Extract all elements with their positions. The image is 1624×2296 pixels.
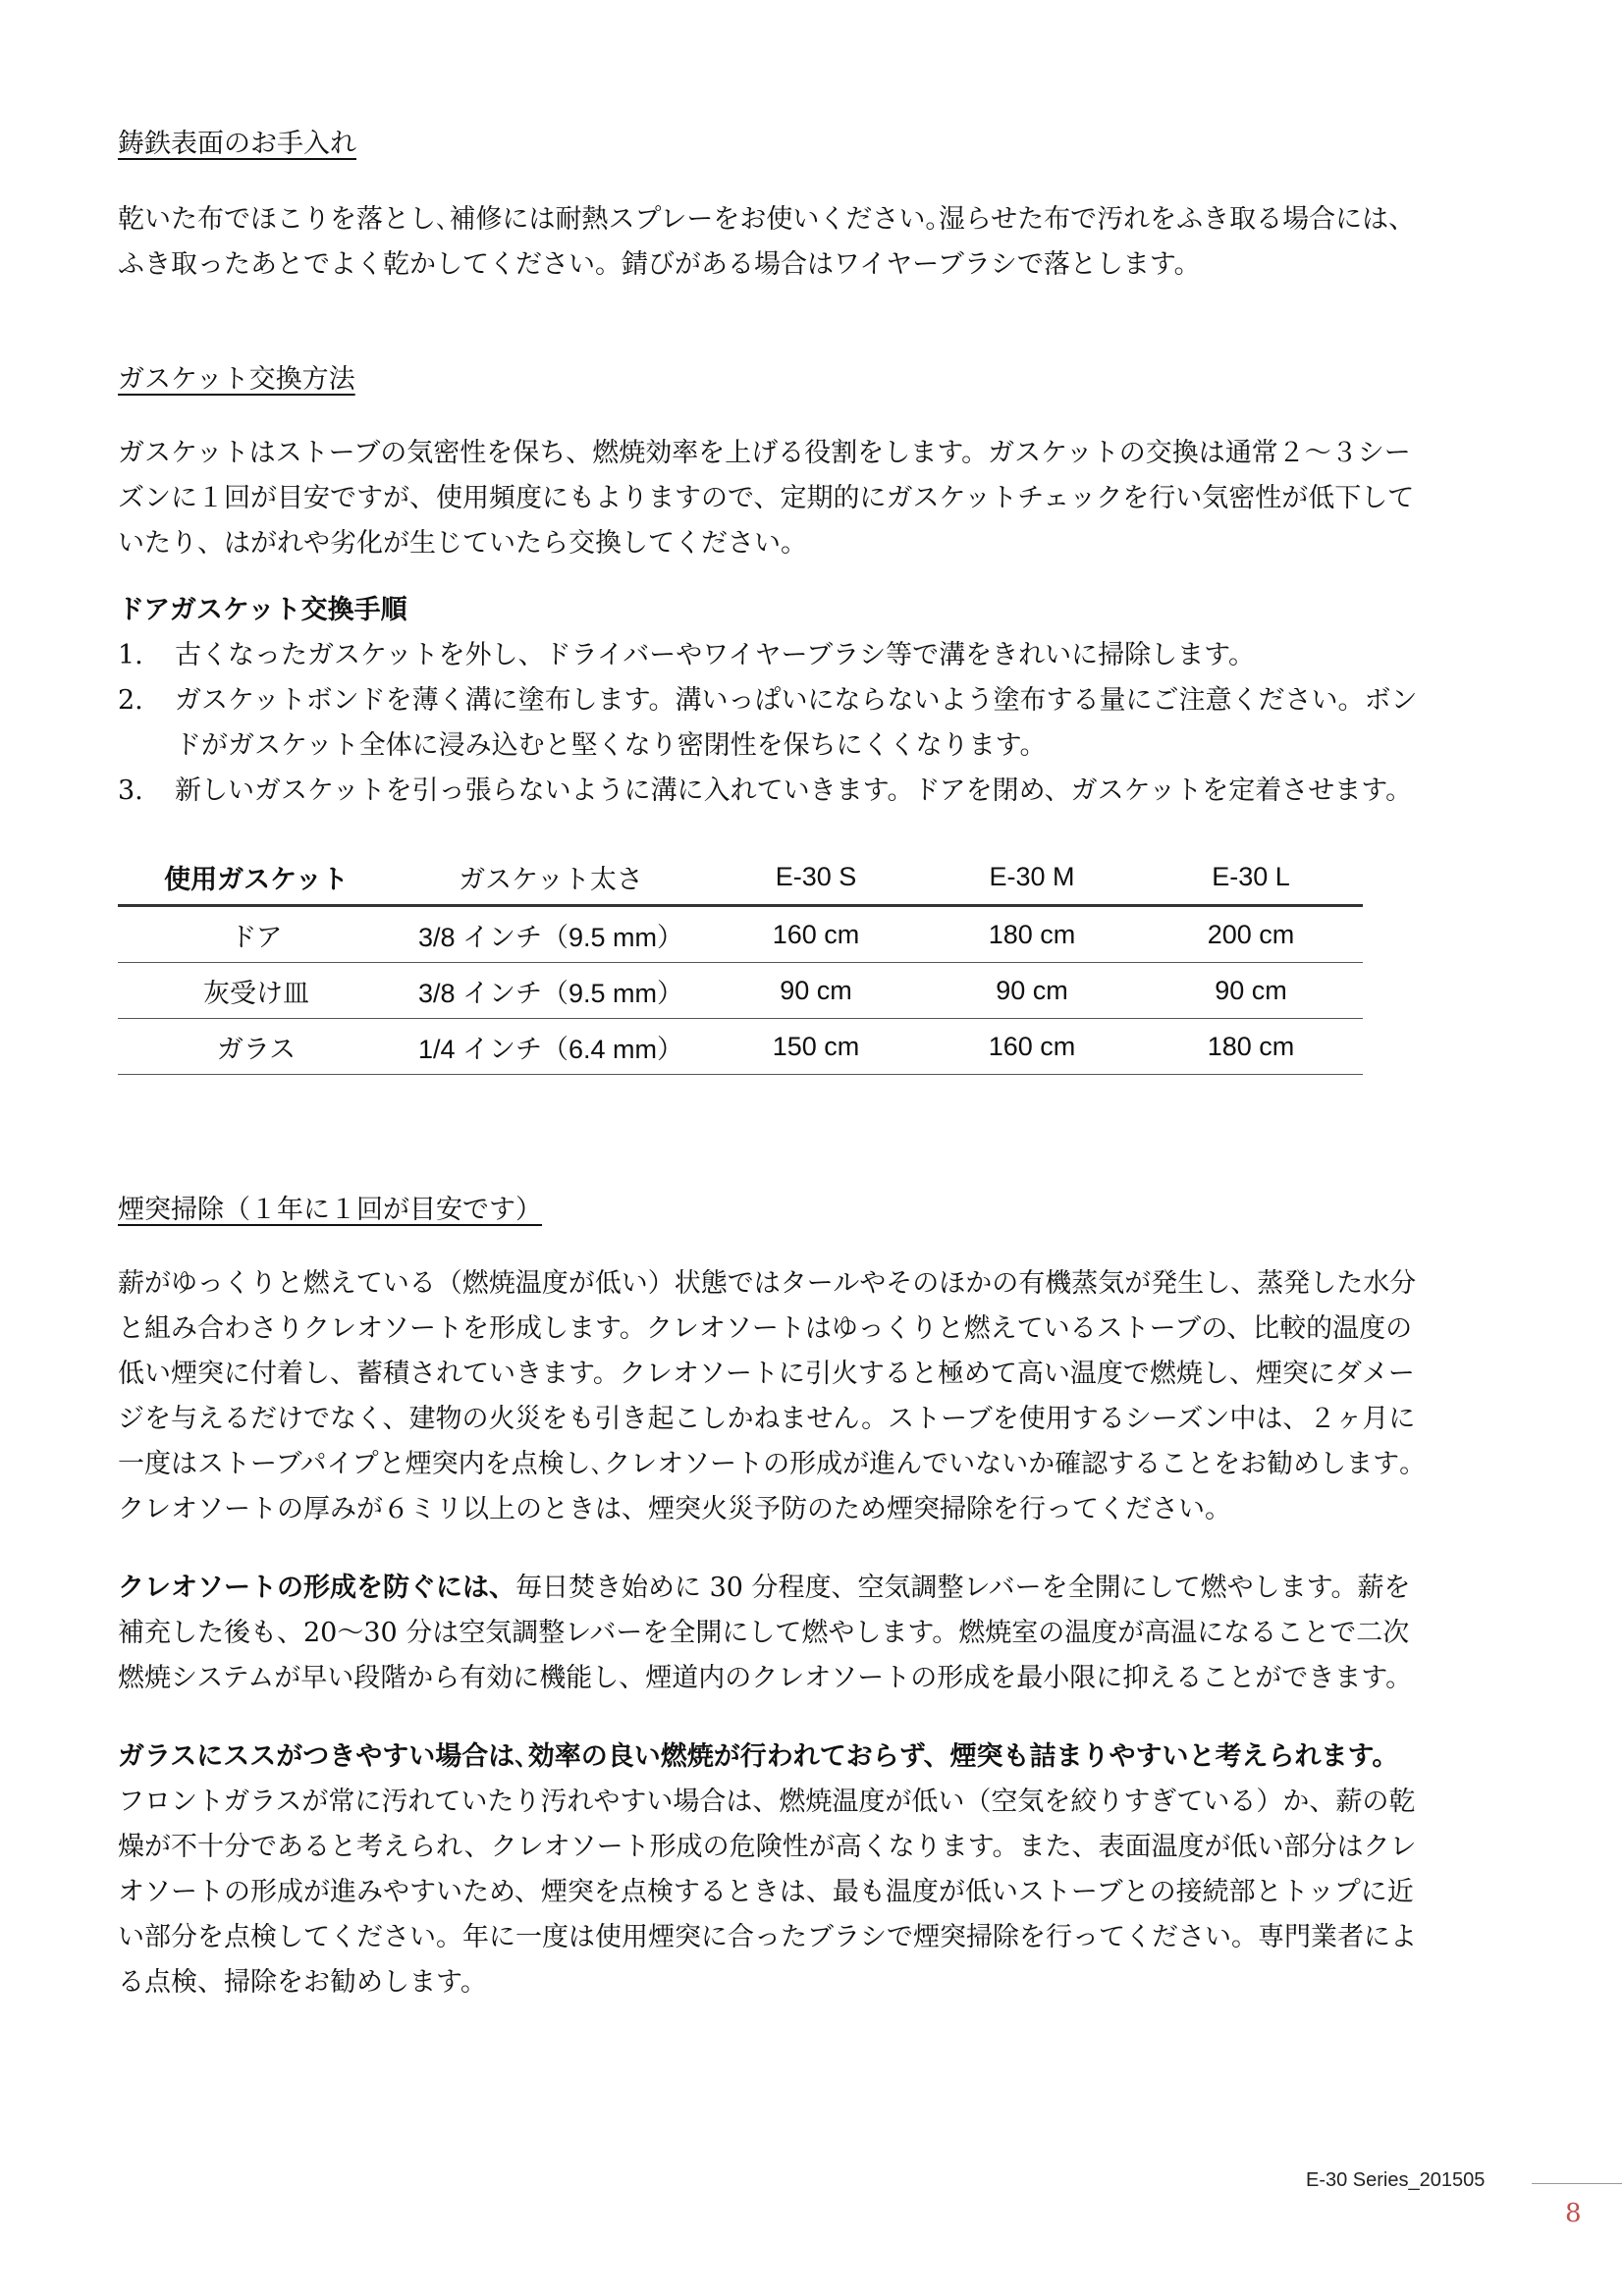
step-item	[118, 633, 1532, 678]
table-header-row	[118, 849, 1363, 906]
step-text: ドがガスケット全体に浸み込むと堅くなり密閉性を保ちにくくなります。	[175, 730, 1047, 761]
paragraph-line: ガスケットはストーブの気密性を保ち、燃焼効率を上げる役割をします。ガスケットの交換は通常２～３シー	[118, 438, 1411, 468]
paragraph-line	[118, 1566, 1532, 1611]
section-heading-chimney: 煙突掃除（１年に１回が目安です）	[118, 1195, 542, 1225]
step-text: ガスケットボンドを薄く溝に塗布します。溝いっぱいにならないよう塗布する量にご注意ください。ボン	[175, 685, 1418, 716]
table-cell: 90 cm	[1139, 963, 1363, 1019]
table-cell: 3/8 インチ（9.5 mm）	[395, 963, 707, 1019]
step-text: 古くなったガスケットを外し、ドライバーやワイヤーブラシ等で溝をきれいに掃除します。	[175, 640, 1255, 670]
paragraph-line: 薪がゆっくりと燃えている（燃焼温度が低い）状態ではタールやそのほかの有機蒸気が発生し、蒸発した水分	[118, 1268, 1417, 1299]
paragraph-line: いたり、はがれや劣化が生じていたら交換してください。	[118, 528, 807, 559]
chimney-paragraph-2	[118, 1566, 1532, 1701]
paragraph-text: 毎日焚き始めに	[515, 1573, 710, 1603]
page-number: 8	[1565, 2199, 1582, 2228]
paragraph-line: 低い煙突に付着し、蓄積されていきます。クレオソートに引火すると極めて高い温度で燃焼し、煙突にダメー	[118, 1359, 1415, 1389]
paragraph-line: い部分を点検してください。年に一度は使用煙突に合ったブラシで煙突掃除を行ってください。専門業者によ	[118, 1922, 1417, 1952]
table-row	[118, 1019, 1363, 1075]
table-row	[118, 963, 1363, 1019]
table-row	[118, 906, 1363, 963]
page-content	[118, 118, 1532, 2005]
table-header: ガスケット太さ	[395, 849, 707, 906]
footer-series-label: E-30 Series_201505	[1306, 2169, 1486, 2191]
table-cell: 90 cm	[707, 963, 925, 1019]
number-text: 30	[709, 1573, 743, 1603]
table-header: E-30 M	[925, 849, 1139, 906]
step-text: 新しいガスケットを引っ張らないように溝に入れていきます。ドアを閉め、ガスケットを定着させます。	[175, 775, 1413, 806]
paragraph-line: 燥が不十分であると考えられ、クレオソート形成の危険性が高くなります。また、表面温度が低い部分はクレ	[118, 1832, 1417, 1862]
paragraph-line: 乾いた布でほこりを落とし､補修には耐熱スプレーをお使いください｡湿らせた布で汚れをふき取る場合には、	[118, 204, 1416, 235]
step-number: 2.	[118, 685, 143, 716]
paragraph-line: る点検、掃除をお勧めします。	[118, 1967, 487, 1998]
section-heading-gasket: ガスケット交換方法	[118, 364, 355, 395]
paragraph-text: 分程度、空気調整レバーを全開にして燃やします。薪を	[742, 1573, 1411, 1603]
table-cell: 180 cm	[925, 906, 1139, 963]
paragraph-text: 補充した後も、	[118, 1618, 303, 1648]
cast-iron-paragraph	[118, 197, 1532, 288]
paragraph-line: と組み合わさりクレオソートを形成します。クレオソートはゆっくりと燃えているストーブの、比較的温度の	[118, 1313, 1413, 1344]
paragraph-text: 分は空気調整レバーを全開にして燃やします。燃焼室の温度が高温になることで二次	[397, 1618, 1410, 1648]
paragraph-line: ズンに１回が目安ですが、使用頻度にもよりますので、定期的にガスケットチェックを行い気密性が低下して	[118, 483, 1415, 513]
paragraph-line: オソートの形成が進みやすいため、煙突を点検するときは、最も温度が低いストーブとの接続部とトップに近	[118, 1877, 1414, 1907]
step-number: 1.	[118, 640, 143, 670]
step-number: 3.	[118, 775, 143, 806]
table-cell: ドア	[118, 906, 395, 963]
paragraph-line: 燃焼システムが早い段階から有効に機能し、煙道内のクレオソートの形成を最小限に抑えることができます。	[118, 1663, 1413, 1693]
paragraph-line: クレオソートの厚みが６ミリ以上のときは、煙突火災予防のため煙突掃除を行ってください。	[118, 1494, 1231, 1524]
paragraph-line: ジを与えるだけでなく、建物の火災をも引き起こしかねません。ストーブを使用するシーズン中は、２ヶ月に	[118, 1404, 1416, 1434]
table-cell: 1/4 インチ（6.4 mm）	[395, 1019, 707, 1075]
table-header: 使用ガスケット	[118, 849, 395, 906]
door-gasket-title: ドアガスケット交換手順	[118, 595, 407, 625]
paragraph-line: 一度はストーブパイプと煙突内を点検し､クレオソートの形成が進んでいないか確認することをお勧めします｡	[118, 1449, 1413, 1479]
gasket-size-table	[118, 849, 1363, 1075]
table-cell: 160 cm	[707, 906, 925, 963]
step-item	[118, 678, 1532, 769]
section-heading-cast-iron: 鋳鉄表面のお手入れ	[118, 129, 356, 159]
chimney-paragraph-3	[118, 1735, 1532, 2005]
table-header: E-30 L	[1139, 849, 1363, 906]
table-header: E-30 S	[707, 849, 925, 906]
emphasis-text: クレオソートの形成を防ぐには、	[118, 1573, 515, 1603]
table-cell: 160 cm	[925, 1019, 1139, 1075]
table-cell: 3/8 インチ（9.5 mm）	[395, 906, 707, 963]
footer-divider	[1532, 2183, 1622, 2184]
table-cell: 180 cm	[1139, 1019, 1363, 1075]
paragraph-line	[118, 1611, 1532, 1656]
chimney-paragraph-1	[118, 1261, 1532, 1532]
table-cell: 90 cm	[925, 963, 1139, 1019]
table-cell: 150 cm	[707, 1019, 925, 1075]
paragraph-line: フロントガラスが常に汚れていたり汚れやすい場合は、燃焼温度が低い（空気を絞りすぎている）か、薪の乾	[118, 1787, 1416, 1817]
number-text: 20〜30	[303, 1618, 398, 1648]
paragraph-line: ふき取ったあとでよく乾かしてください。錆びがある場合はワイヤーブラシで落とします。	[118, 249, 1201, 280]
emphasis-line: ガラスにススがつきやすい場合は､効率の良い燃焼が行われておらず、煙突も詰まりやすいと考えられます。	[118, 1741, 1399, 1772]
door-gasket-steps	[118, 633, 1532, 814]
gasket-paragraph	[118, 431, 1532, 566]
table-cell: 200 cm	[1139, 906, 1363, 963]
table-cell: 灰受け皿	[118, 963, 395, 1019]
table-cell: ガラス	[118, 1019, 395, 1075]
step-item	[118, 769, 1532, 814]
